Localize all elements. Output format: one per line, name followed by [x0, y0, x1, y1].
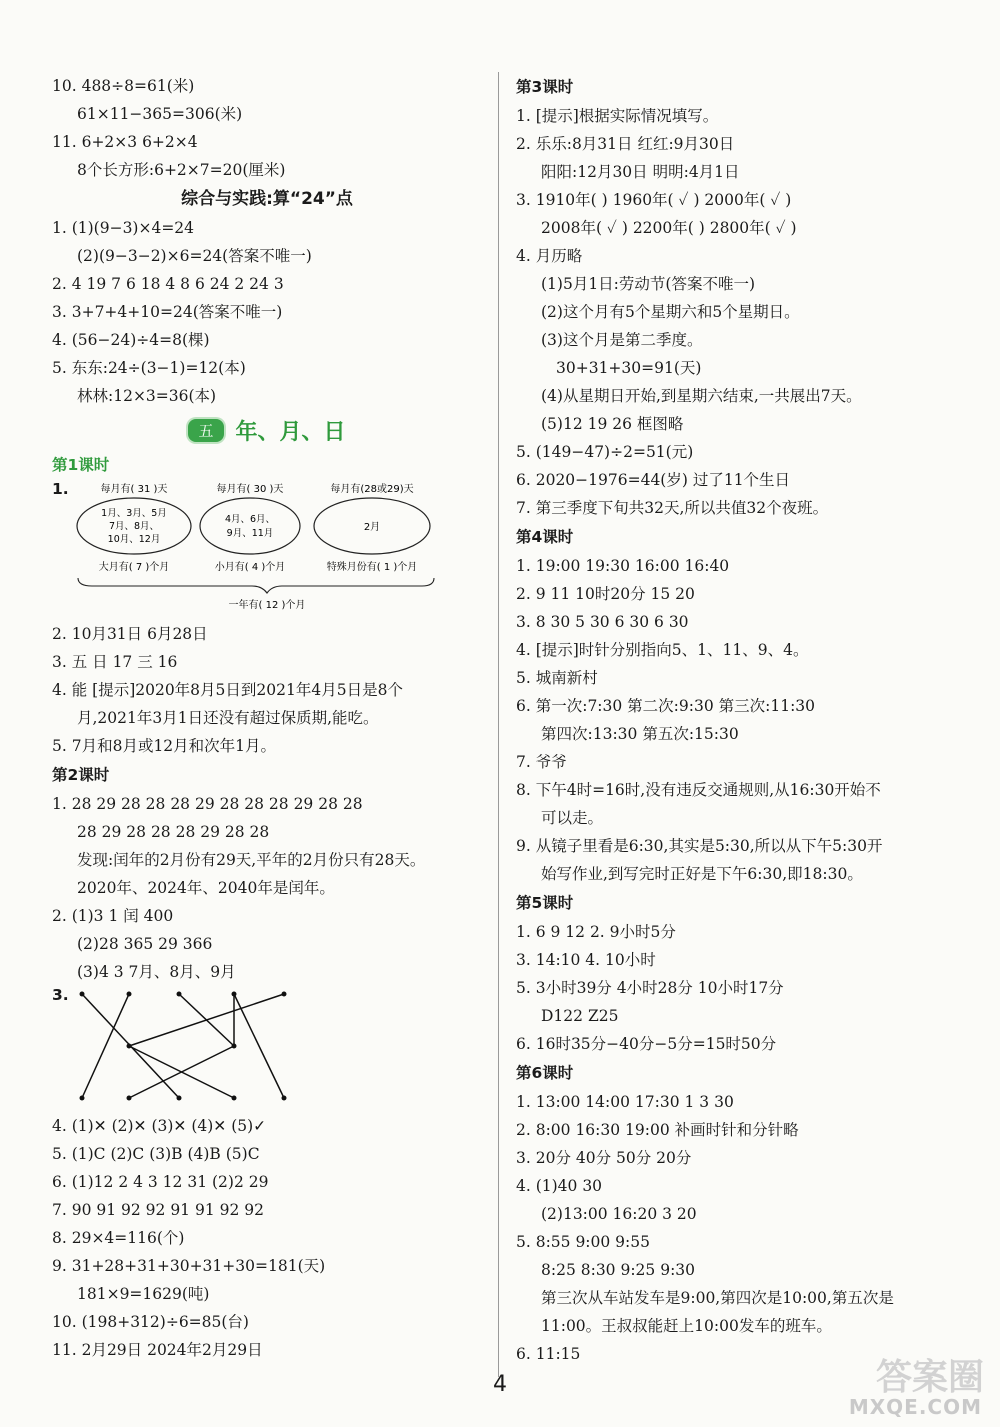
answer-line: 阳阳:12月30日 明明:4月1日 [541, 163, 740, 181]
lesson-heading: 第1课时 [52, 456, 110, 474]
answer-line: 2020年、2024年、2040年是闰年。 [77, 879, 335, 897]
answer-line: 2008年( ✓ ) 2200年( ) 2800年( ✓ ) [541, 219, 797, 237]
answer-line: 10. 488÷8=61(米) [52, 77, 195, 95]
unit-number-badge: 五 [188, 419, 223, 442]
answer-line: 30+31+30=91(天) [556, 359, 702, 377]
answer-line: 6. 第一次:7:30 第二次:9:30 第三次:11:30 [516, 697, 816, 715]
answer-line: 1. 28 29 28 28 28 29 28 28 28 29 28 28 [52, 795, 363, 813]
diagram-label: 2月 [363, 522, 381, 533]
answer-line: 11:00。王叔叔能赶上10:00发车的班车。 [541, 1317, 832, 1335]
answer-line: 8. 29×4=116(个) [52, 1229, 185, 1247]
answer-line: 1. 19:00 19:30 16:00 16:40 [516, 557, 730, 575]
answer-line: 10. (198+312)÷6=85(台) [52, 1313, 249, 1331]
answer-line: 4. [提示]时针分别指向5、1、11、9、4。 [516, 641, 809, 659]
answer-line: 11. 2月29日 2024年2月29日 [52, 1341, 263, 1359]
watermark-logo [848, 1347, 992, 1421]
answer-line: (2)28 365 29 366 [77, 935, 213, 953]
question-number: 3. [52, 986, 69, 1004]
lesson-heading: 第5课时 [516, 894, 574, 912]
lesson-heading: 第6课时 [516, 1064, 574, 1082]
diagram-label: 4月、6月、 [224, 514, 276, 525]
answer-line: (2)13:00 16:20 3 20 [541, 1205, 697, 1223]
column-divider [498, 72, 499, 1377]
answer-line: 7. 第三季度下旬共32天,所以共值32个夜班。 [516, 499, 829, 517]
answer-line: 第四次:13:30 第五次:15:30 [541, 725, 739, 743]
answer-line: 4. (1)40 30 [516, 1177, 603, 1195]
answer-line: 2. (1)3 1 闰 400 [52, 907, 174, 925]
total-brace [78, 578, 434, 593]
months-ellipse-diagram [72, 480, 472, 620]
answer-line: 3. 20分 40分 50分 20分 [516, 1149, 692, 1167]
page-number: 4 [493, 1372, 507, 1397]
answer-line: 5. 8:55 9:00 9:55 [516, 1233, 650, 1251]
diagram-label: 一年有( 12 )个月 [228, 600, 306, 611]
diagram-label: 7月、8月、 [108, 521, 160, 532]
answer-line: 5. (149−47)÷2=51(元) [516, 443, 694, 461]
lesson-heading: 第3课时 [516, 78, 574, 96]
answer-line: 7. 90 91 92 92 91 91 92 92 [52, 1201, 264, 1219]
diagram-label: 9月、11月 [226, 528, 274, 539]
answer-line: 1. 13:00 14:00 17:30 1 3 30 [516, 1093, 734, 1111]
diagram-label: 每月有( 31 )天 [100, 484, 168, 495]
answer-line: 始写作业,到写完时正好是下午6:30,即18:30。 [541, 865, 863, 883]
months-diagram [52, 480, 482, 620]
diagram-label: 小月有( 4 )个月 [214, 562, 286, 573]
answer-line: 5. 3小时39分 4小时28分 10小时17分 [516, 979, 784, 997]
answer-line: 4. 月历略 [516, 247, 583, 265]
answer-line: 林林:12×3=36(本) [77, 387, 217, 405]
answer-line: 4. (1)✕ (2)✕ (3)✕ (4)✕ (5)✓ [52, 1117, 267, 1135]
answer-line: 1. 6 9 12 2. 9小时5分 [516, 923, 676, 941]
right-column [516, 72, 966, 1368]
diagram-label: 10月、12月 [107, 534, 161, 545]
answer-line: 2. 乐乐:8月31日 红红:9月30日 [516, 135, 735, 153]
answer-line: 2. 8:00 16:30 19:00 补画时针和分针略 [516, 1121, 799, 1139]
answer-line: 8个长方形:6+2×7=20(厘米) [77, 161, 286, 179]
answer-line: (2)这个月有5个星期六和5个星期日。 [541, 303, 800, 321]
answer-line: (5)12 19 26 框图略 [541, 415, 684, 433]
answer-line: 1. (1)(9−3)×4=24 [52, 219, 195, 237]
answer-line: 5. 7月和8月或12月和次年1月。 [52, 737, 277, 755]
answer-line: 5. 城南新村 [516, 669, 598, 687]
answer-line: 4. (56−24)÷4=8(棵) [52, 331, 210, 349]
question-number: 1. [52, 480, 69, 498]
answer-line: 发现:闰年的2月份有29天,平年的2月份只有28天。 [77, 851, 426, 869]
watermark-mark: 答案圈 [875, 1357, 984, 1398]
watermark-site: MXQE.COM [848, 1395, 982, 1419]
answer-line: 9. 31+28+31+30+31+30=181(天) [52, 1257, 326, 1275]
diagram-label: 每月有( 30 )天 [216, 484, 284, 495]
diagram-label: 1月、3月、5月 [101, 508, 167, 519]
answer-line: 5. (1)C (2)C (3)B (4)B (5)C [52, 1145, 260, 1163]
answer-line: 8:25 8:30 9:25 9:30 [541, 1261, 696, 1279]
lesson-heading: 第4课时 [516, 528, 574, 546]
answer-line: 9. 从镜子里看是6:30,其实是5:30,所以从下午5:30开 [516, 837, 883, 855]
unit-title: 年、月、日 [235, 419, 346, 445]
answer-line: 6. (1)12 2 4 3 12 31 (2)2 29 [52, 1173, 269, 1191]
answer-line: D122 Z25 [541, 1007, 619, 1025]
unit-heading [52, 410, 482, 450]
answer-line: 3. 1910年( ) 1960年( ✓ ) 2000年( ✓ ) [516, 191, 792, 209]
answer-line: 6. 11:15 [516, 1345, 581, 1363]
answer-line: 3. 8 30 5 30 6 30 6 30 [516, 613, 689, 631]
left-column [52, 72, 482, 1364]
matching-lines-diagram [52, 986, 482, 1112]
answer-line: 6. 2020−1976=44(岁) 过了11个生日 [516, 471, 791, 489]
answer-line: 3. 五 日 17 三 16 [52, 653, 178, 671]
diagram-label: 每月有(28或29)天 [330, 484, 414, 495]
answer-line: 1. [提示]根据实际情况填写。 [516, 107, 719, 125]
answer-line: 第三次从车站发车是9:00,第四次是10:00,第五次是 [541, 1289, 894, 1307]
answer-line: 4. 能 [提示]2020年8月5日到2021年4月5日是8个 [52, 681, 403, 699]
answer-line: 月,2021年3月1日还没有超过保质期,能吃。 [77, 709, 379, 727]
answer-line: 2. 10月31日 6月28日 [52, 625, 208, 643]
answer-line: (4)从星期日开始,到星期六结束,一共展出7天。 [541, 387, 862, 405]
answer-line: (1)5月1日:劳动节(答案不唯一) [541, 275, 755, 293]
answer-line: 3. 3+7+4+10=24(答案不唯一) [52, 303, 283, 321]
answer-line: 8. 下午4时=16时,没有违反交通规则,从16:30开始不 [516, 781, 881, 799]
matching-lines-svg [74, 986, 334, 1112]
answer-line: 2. 9 11 10时20分 15 20 [516, 585, 695, 603]
answer-line: (3)这个月是第二季度。 [541, 331, 703, 349]
answer-line: 3. 14:10 4. 10小时 [516, 951, 656, 969]
answer-line: 可以走。 [541, 809, 604, 827]
answer-line: 61×11−365=306(米) [77, 105, 243, 123]
answer-line: (3)4 3 7月、8月、9月 [77, 963, 236, 981]
practice-section-title: 综合与实践:算“24”点 [181, 189, 353, 209]
answer-line: 2. 4 19 7 6 18 4 8 6 24 2 24 3 [52, 275, 284, 293]
answer-line: 5. 东东:24÷(3−1)=12(本) [52, 359, 246, 377]
answer-line: 6. 16时35分−40分−5分=15时50分 [516, 1035, 777, 1053]
answer-line: 181×9=1629(吨) [77, 1285, 210, 1303]
answer-line: 7. 爷爷 [516, 753, 567, 771]
answer-line: 11. 6+2×3 6+2×4 [52, 133, 198, 151]
diagram-label: 特殊月份有( 1 )个月 [326, 562, 418, 573]
lesson-heading: 第2课时 [52, 766, 110, 784]
answer-line: 28 29 28 28 28 29 28 28 [77, 823, 270, 841]
diagram-label: 大月有( 7 )个月 [98, 562, 170, 573]
answer-line: (2)(9−3−2)×6=24(答案不唯一) [77, 247, 312, 265]
small-month-ellipse [200, 498, 300, 554]
